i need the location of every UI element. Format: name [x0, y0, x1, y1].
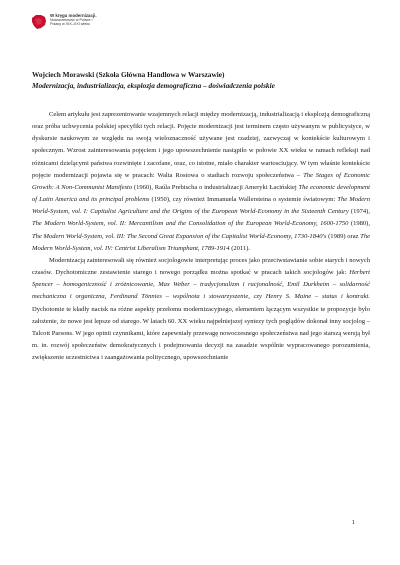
logo-subtitle-2: Polacy w XIX–XXI wieku [50, 21, 91, 26]
text-run: Celem artykułu jest zaprezentowanie wzajemnych relacji między modernizacją, industrializacją i eksplozją demograficzną oraz próba uchwycenia polskiej specyfiki tych relacji. Pojęcie modernizacji jest terminem często używanym w publicystyce, w dyskursie naukowym ze względu na swoją wieloznaczność używane jest rzadziej, zazwyczaj w kontekście kulturowym i społecznym. Wzrost zainteresowania pojęciem i jego upowszechnienie nastąpiło w połowie XX wieku w ramach refleksji nad różnicami dzielącymi państwa rozwinięte i zacofane, oraz, co istotne, miało charakter wartosciujący. W tym właśnie kontekście pojęcie modernizacji pojawia się w pracach: Walta Rostowa o stadiach rozwoju społeczeństwa – [32, 111, 371, 179]
book-title: The Modern World-System, vol. I: Capitalist Agriculture and the Origins of the European World-Economy in the Sixteenth Century [32, 196, 370, 216]
book-title: The Modern World-System, vol. II: Mercantilism and the Consolidation of the European World-Economy, 1600-1750 [32, 220, 349, 228]
text-run: (1950), czy również Immanuela Wallersteina o systemie światowym: [149, 196, 338, 204]
book-title: The economic development of Latin America and its principal problems [32, 183, 370, 204]
text-run: (1960), Raúla Prebischa o industrializacji Ameryki Łacińskiej [132, 183, 299, 191]
book-title: The Stages of Economic Growth: A Non-Communist Manifesto [32, 171, 370, 191]
book-title: The Modern World-System, vol. III: The Second Great Expansion of the Capitalist World-Economy, 1730-1840's [32, 232, 327, 240]
author-line: Wojciech Morawski (Szkoła Główna Handlowa w Warszawie) [32, 70, 225, 79]
text-run: (1980), [348, 220, 370, 228]
logo-subtitle-1: Nowoczesność w Polsce i [50, 17, 93, 22]
logo-text [50, 14, 97, 26]
article-body [32, 109, 370, 364]
logo-title: W kręgu modernizacji. [50, 13, 97, 18]
book-title: The Modern World-System, vol. IV: Centrist Liberalism Triumphant, 1789-1914 [32, 232, 370, 252]
article-header [32, 70, 370, 91]
poland-map-icon [30, 13, 48, 31]
text-run: Dychotomie te kładły nacisk na różne aspekty przełomu modernizacyjnego, elementem łączącym wszystkie te propozycje było założenie, że nowe jest lepsze od starego. W latach 60. XX wieku najpełniejszej syntezy tych poglądów dokonał inny socjolog – Talcott Parsons. W jego opinii czynnikami, które zapewniały przewagę nowoczesnego społeczeństwa nad jego starszą wersją był m. in. rozwój społeczeństw demokratycznych i podejmowania decyzji na zasadzie wspólnie wypracowanego porozumienia, zwiększenie uczestnictwa i zaangażowania politycznego, upowszechnianie [32, 305, 370, 362]
publication-logo [30, 13, 140, 41]
text-run: Modernizacją zainteresowali się również socjologowie interpretując proces jako przeciwstawianie sobie starych i nowych czasów. Dychotomiczne zestawienie starego i nowego porządku można spotkać w pracach takich socjologów jak: [32, 256, 370, 277]
page-number: 1 [351, 519, 355, 526]
sociologists-list: Herbert Spencer – homogeniczność i zróżnicowanie, Max Weber – tradycjonalizm i racjonalność, Emil Durkheim – solidarność mechaniczna i organiczna, Ferdinand Tönnies – wspólnota i stowarzyszenie, czy Henry S. Maine – status i kontrakt. [32, 269, 370, 301]
paragraph-2 [32, 255, 370, 364]
text-run: (1974), [348, 208, 370, 216]
text-run: (1989) oraz [326, 232, 361, 240]
article-title: Modernizacja, industrializacja, eksplozja demograficzna – doświadczenia polskie [32, 81, 275, 90]
paragraph-1 [32, 109, 370, 255]
text-run: (2011). [229, 244, 251, 252]
